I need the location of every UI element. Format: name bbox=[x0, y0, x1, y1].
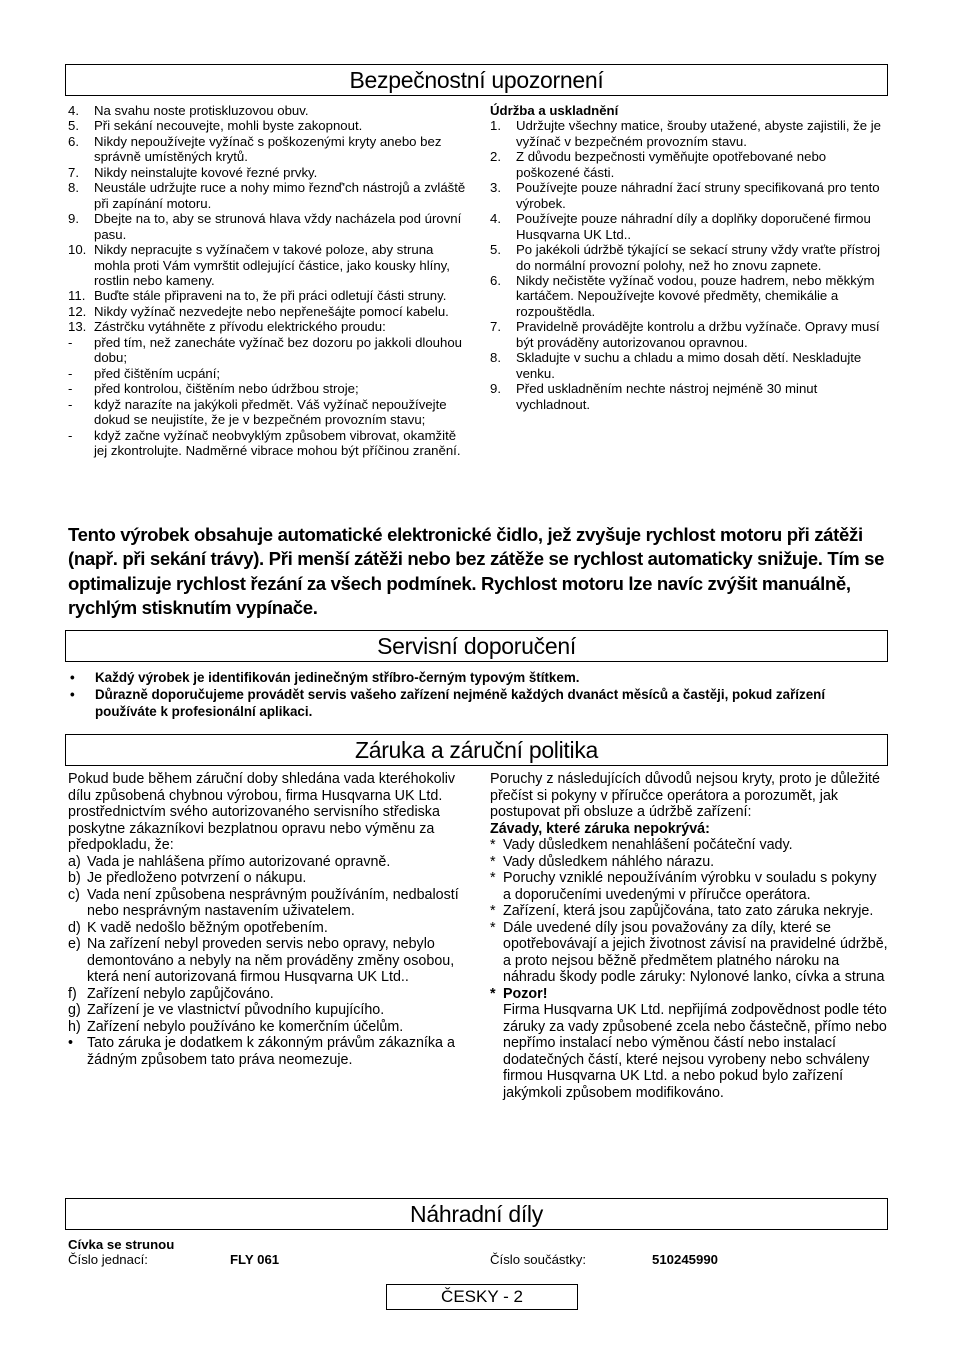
section-title-warranty: Záruka a záruční politika bbox=[65, 734, 888, 766]
list-marker: • bbox=[68, 1035, 74, 1051]
list-item bbox=[68, 887, 466, 920]
list-item bbox=[68, 242, 468, 288]
list-item bbox=[490, 211, 890, 242]
list-marker: 3. bbox=[490, 180, 501, 196]
exclusions-heading: Závady, které záruka nepokrývá: bbox=[490, 820, 710, 837]
list-item bbox=[68, 335, 468, 366]
list-item bbox=[490, 273, 890, 319]
list-marker: * bbox=[490, 837, 496, 853]
list-marker: 11. bbox=[68, 288, 86, 304]
list-text: Vada je nahlášena přímo autorizované opravně. bbox=[87, 853, 391, 870]
list-item bbox=[68, 366, 468, 381]
list-item bbox=[490, 118, 890, 149]
caution-text: Firma Husqvarna UK Ltd. nepřijímá zodpovědnost podle této záruky za vady způsobené zcela nebo částečně, přímo nebo nepřímo instalací nebo výměnou částí nebo instalací dodatečných částí, které nejsou vyrobeny nebo schváleny firmou Husqvarna UK Ltd. a nebo pokud bylo zařízení jakýmkoli způsobem modifikováno. bbox=[503, 1002, 887, 1101]
list-text: Dbejte na to, aby se strunová hlava vždy nacházela pod úrovní pasu. bbox=[94, 211, 462, 242]
list-marker: a) bbox=[68, 853, 81, 870]
bullet-marker: • bbox=[70, 687, 75, 702]
list-item bbox=[490, 242, 890, 273]
exclusions-list bbox=[490, 837, 888, 986]
list-marker: - bbox=[68, 396, 73, 412]
list-marker: * bbox=[490, 903, 496, 919]
list-marker: 9. bbox=[68, 211, 79, 227]
list-item bbox=[68, 381, 468, 396]
list-item bbox=[490, 381, 890, 412]
list-marker: f) bbox=[68, 985, 77, 1002]
list-marker: 7. bbox=[68, 164, 79, 180]
list-item bbox=[490, 837, 888, 854]
list-marker: * bbox=[490, 919, 496, 936]
parts-ref-label: Číslo jednací: bbox=[68, 1252, 148, 1267]
list-text: Pravidelně provádějte kontrolu a držbu vyžínače. Opravy musí být prováděny autorizovanou opravnou. bbox=[516, 319, 880, 350]
list-item bbox=[68, 986, 466, 1003]
list-text: Zařízení, která jsou zapůjčována, tato zato záruka nekryje. bbox=[503, 903, 874, 919]
list-marker: - bbox=[68, 427, 73, 443]
list-text: Skladujte v suchu a chladu a mimo dosah dětí. Neskladujte venku. bbox=[516, 350, 862, 381]
section-title-service: Servisní doporučení bbox=[65, 630, 888, 662]
parts-number-label: Číslo součástky: bbox=[490, 1252, 587, 1267]
list-item bbox=[68, 870, 466, 887]
list-text: před kontrolou, čištěním nebo údržbou stroje; bbox=[94, 381, 359, 397]
list-marker: 6. bbox=[68, 133, 79, 149]
warranty-intro: Pokud bude během záruční doby shledána vada kteréhokoliv dílu způsobená chybnou výrobou, firma Husqvarna UK Ltd. prostřednictvím svého autorizovaného servisního střediska poskytne zákazníkovi bezplatnou opravu nebo výměnu za předpokladu, že: bbox=[68, 771, 456, 853]
safety-right-list bbox=[490, 118, 890, 412]
list-text: Z důvodu bezpečnosti vyměňujte opotřebované nebo poškozené části. bbox=[516, 149, 827, 180]
list-item bbox=[68, 134, 468, 165]
list-text: K vadě nedošlo běžným opotřebením. bbox=[87, 919, 328, 936]
list-text: Dále uvedené díly jsou považovány za díly, které se opotřebovávají a jejich životnost závisí na pravidelné údržbě, a proto nejsou běžně předmětem platného nároku na náhradu škody podle záruky: Nylonové lanko, cívka a struna bbox=[503, 919, 888, 985]
list-marker: 2. bbox=[490, 149, 501, 165]
list-text: před tím, než zanecháte vyžínač bez dozoru po jakkoli dlouhou dobu; bbox=[94, 334, 463, 366]
service-bullet-item bbox=[68, 686, 888, 720]
list-text: Používejte pouze náhradní díly a doplňky doporučené firmou Husqvarna UK Ltd.. bbox=[516, 211, 871, 242]
list-item bbox=[68, 103, 468, 118]
list-text: Nikdy nečistěte vyžínač vodou, pouze hadrem, nebo měkkým kartáčem. Nepoužívejte kovové předměty, chemikálie a rozpouštědla. bbox=[516, 272, 875, 319]
list-text: Zástrčku vytáhněte z přívodu elektrického proudu: bbox=[94, 319, 386, 335]
list-text: Vada není způsobena nesprávným používáním, nedbalostí nebo nesprávným nastavením uživatelem. bbox=[87, 886, 459, 919]
list-item bbox=[68, 854, 466, 871]
list-text: Nikdy nepracujte s vyžínačem v takové poloze, aby struna mohla proti Vám vymrštit odlejující částice, jako kousky hlíny, rostlin nebo kameny. bbox=[94, 242, 450, 288]
list-item bbox=[68, 397, 468, 428]
list-marker: 1. bbox=[490, 118, 501, 134]
list-text: Udržujte všechny matice, šrouby utažené, abyste zajistili, že je vyžínač v bezpečném provozním stavu. bbox=[516, 118, 882, 149]
list-item bbox=[68, 180, 468, 211]
list-item bbox=[68, 165, 468, 180]
list-text: Vady důsledkem nenahlášení počáteční vady. bbox=[503, 837, 793, 853]
bullet-marker: • bbox=[70, 670, 75, 685]
list-text: Tato záruka je dodatkem k zákonným právům zákazníka a žádným způsobem tato práva neomezuje. bbox=[87, 1035, 455, 1068]
page-footer-label: ČESKY - 2 bbox=[386, 1284, 578, 1310]
list-marker: 7. bbox=[490, 319, 501, 335]
list-item bbox=[490, 180, 890, 211]
service-bullet-item bbox=[68, 669, 888, 686]
list-text: před čištěním ucpání; bbox=[94, 365, 221, 381]
list-marker: 4. bbox=[68, 103, 79, 118]
list-marker: - bbox=[68, 365, 73, 381]
list-text: Zařízení je ve vlastnictví původního kupujícího. bbox=[87, 1002, 385, 1018]
list-marker: 13. bbox=[68, 319, 87, 335]
list-item bbox=[68, 288, 468, 303]
list-text: Používejte pouze náhradní žací struny specifikovaná pro tento výrobek. bbox=[516, 180, 880, 211]
list-item bbox=[68, 1035, 466, 1068]
list-text: Vady důsledkem náhlého nárazu. bbox=[503, 853, 715, 870]
service-bullet-text: Každý výrobek je identifikován jedinečným stříbro-černým typovým štítkem. bbox=[95, 670, 580, 685]
list-marker: - bbox=[68, 334, 73, 350]
list-text: Nikdy nepoužívejte vyžínač s poškozenými kryty anebo bez správně umístěných krytů. bbox=[94, 133, 442, 165]
safety-right-column bbox=[490, 103, 890, 412]
list-marker: g) bbox=[68, 1002, 81, 1018]
list-marker: 5. bbox=[68, 118, 79, 134]
list-text: Před uskladněním nechte nástroj nejméně 30 minut vychladnout. bbox=[516, 381, 818, 412]
exclusions-intro: Poruchy z následujících důvodů nejsou kryty, proto je důležité přečíst si pokyny v příručce operátora a porozumět, jak postupovat při obsluze a údržbě zařízení: bbox=[490, 771, 880, 820]
list-item bbox=[490, 319, 890, 350]
list-item bbox=[68, 1002, 466, 1019]
parts-item-title: Cívka se strunou bbox=[68, 1237, 175, 1252]
caution-label: Pozor! bbox=[503, 985, 548, 1002]
list-text: Nikdy neinstalujte kovové řezné prvky. bbox=[94, 164, 318, 180]
list-marker: 5. bbox=[490, 242, 501, 258]
warranty-left-column bbox=[68, 771, 466, 1068]
list-marker: 12. bbox=[68, 303, 87, 319]
section-title-safety: Bezpečnostní upozornení bbox=[65, 64, 888, 96]
list-item bbox=[68, 211, 468, 242]
list-marker: 10. bbox=[68, 242, 87, 258]
list-item bbox=[68, 319, 468, 334]
section-title-parts: Náhradní díly bbox=[65, 1198, 888, 1230]
list-text: Při sekání necouvejte, mohli byste zakopnout. bbox=[94, 118, 363, 134]
list-text: když začne vyžínač neobvyklým způsobem vibrovat, okamžitě jej zkontrolujte. Nadměrné vibrace mohou být příčinou zranění. bbox=[94, 427, 461, 458]
list-marker: * bbox=[490, 870, 496, 886]
list-item bbox=[68, 118, 468, 133]
sensor-paragraph: Tento výrobek obsahuje automatické elektronické čidlo, jež zvyšuje rychlost motoru při zátěži (např. při sekání trávy). Při menší zátěži nebo bez zátěže se rychlost automaticky snižuje. Tím se optimalizuje rychlost řezání za všech podmínek. Rychlost motoru lze navíc zvýšit manuálně, rychlým stisknutím vypínače. bbox=[68, 524, 885, 619]
list-text: Zařízení nebylo zapůjčováno. bbox=[87, 985, 274, 1002]
warranty-conditions-list bbox=[68, 854, 466, 1069]
list-text: Na svahu noste protiskluzovou obuv. bbox=[94, 103, 309, 118]
service-list bbox=[68, 669, 888, 720]
list-item bbox=[490, 870, 888, 903]
list-marker: e) bbox=[68, 936, 81, 952]
safety-left-column bbox=[68, 103, 468, 458]
list-marker: - bbox=[68, 381, 73, 397]
list-item bbox=[68, 936, 466, 986]
list-item bbox=[490, 903, 888, 920]
list-item bbox=[490, 350, 890, 381]
list-item bbox=[68, 1019, 466, 1036]
list-item bbox=[68, 428, 468, 459]
list-text: Neustále udržujte ruce a nohy mimo řeznď'ch nástrojů a zvláště při zapínání motoru. bbox=[94, 180, 466, 211]
service-bullet-text: Důrazně doporučujeme provádět servis vašeho zařízení nejméně každých dvanáct měsíců a častěji, pokud zařízení používáte k profesionální aplikaci. bbox=[95, 687, 826, 719]
list-text: Nikdy vyžínač nezvedejte nebo nepřenešájte pomocí kabelu. bbox=[94, 303, 449, 319]
list-item bbox=[490, 854, 888, 871]
list-item bbox=[68, 304, 468, 319]
list-item bbox=[68, 920, 466, 937]
list-text: Buďte stále připraveni na to, že při práci odletují části struny. bbox=[94, 288, 447, 304]
warranty-right-column bbox=[490, 771, 888, 1101]
list-marker: c) bbox=[68, 886, 80, 903]
list-text: Zařízení nebylo používáno ke komerčním účelům. bbox=[87, 1018, 404, 1035]
list-marker: 9. bbox=[490, 381, 501, 397]
list-item bbox=[490, 920, 888, 986]
list-marker: 6. bbox=[490, 272, 501, 288]
safety-left-list bbox=[68, 103, 468, 458]
list-marker: b) bbox=[68, 870, 81, 886]
list-text: Po jakékoli údržbě týkající se sekací struny vždy vraťte přístroj do normální provozní polohy, než ho znovu zapnete. bbox=[516, 242, 881, 273]
list-marker: d) bbox=[68, 919, 81, 936]
list-marker: 8. bbox=[68, 180, 79, 196]
parts-number-value: 510245990 bbox=[652, 1252, 719, 1267]
list-marker: 8. bbox=[490, 350, 501, 366]
list-text: když narazíte na jakýkoli předmět. Váš vyžínač nepoužívejte dokud se neujistíte, že je v bezpečném provozním stavu; bbox=[94, 396, 447, 428]
parts-ref-value: FLY 061 bbox=[230, 1252, 280, 1267]
list-marker: 4. bbox=[490, 211, 501, 227]
list-text: Poruchy vzniklé nepoužíváním výrobku v souladu s pokyny a doporučeními uvedenými v příručce operátora. bbox=[503, 870, 877, 903]
list-text: Je předloženo potvrzení o nákupu. bbox=[87, 870, 307, 886]
caution-item: * Pozor! Firma Husqvarna UK Ltd. nepřijímá zodpovědnost podle této záruky za vady způsobené zcela nebo částečně, přímo nebo nepřímo instalací nebo výměnou částí nebo instalací dodatečných částí, které nejsou vyrobeny nebo schváleny firmou Husqvarna UK Ltd. a nebo pokud bylo zařízení jakýmkoli způsobem modifikováno. bbox=[490, 985, 887, 1101]
list-item bbox=[490, 149, 890, 180]
maintenance-heading: Údržba a uskladnění bbox=[490, 103, 619, 118]
list-marker: * bbox=[490, 853, 496, 870]
list-text: Na zařízení nebyl proveden servis nebo opravy, nebylo demontováno a nebyly na něm prováděny změny osobou, která není autorizovaná firmou Husqvarna UK Ltd.. bbox=[87, 936, 455, 985]
list-marker: h) bbox=[68, 1018, 81, 1035]
